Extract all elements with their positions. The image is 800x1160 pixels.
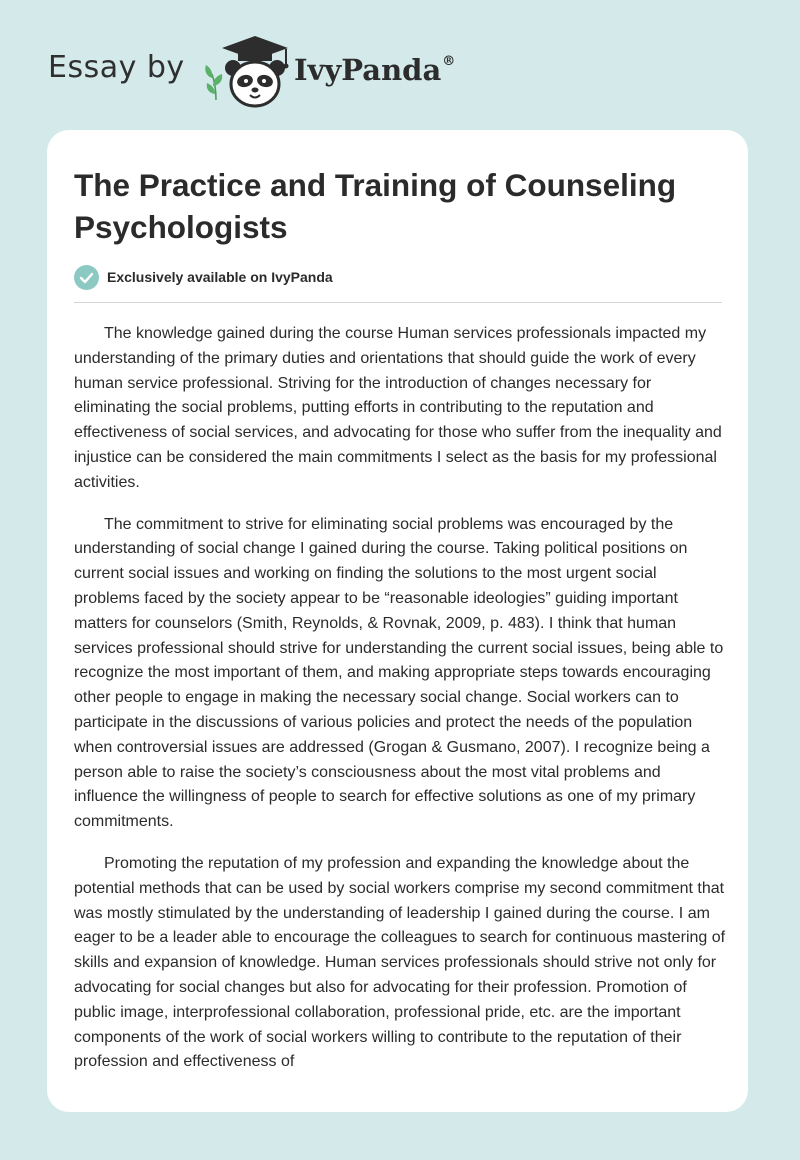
paragraph: The commitment to strive for eliminating social problems was encouraged by the understanding of social change I gained during the course. Taking political positions on current social issues and working on finding the solutions to the most urgent social problems faced by the society appear to be “reasonable ideologies” guiding important matters for counselors (Smith, Reynolds, & Rovnak, 2009, p. 483). I think that human services professional should strive for understanding the current social issues, being able to recognize the most important of them, and making appropriate steps towards encouraging other people to engage in making the necessary social change. Social workers can to participate in the discussions of various policies and protect the needs of the population when controversial issues are addressed (Grogan & Gusmano, 2007). I recognize being a person able to raise the society’s consciousness about the most vital problems and influence the willingness of people to search for effective solutions as one of my primary commitments. (74, 515, 724, 831)
essay-body (74, 322, 726, 1092)
availability-text: Exclusively available on IvyPanda (107, 269, 333, 285)
essay-by-label: Essay by (48, 50, 185, 85)
availability-badge (74, 264, 333, 290)
site-header (0, 0, 800, 130)
panda-logo-icon[interactable] (200, 30, 300, 110)
brand-text: IvyPanda (294, 53, 442, 87)
paragraph: Promoting the reputation of my profession and expanding the knowledge about the potential methods that can be used by social workers comprise my second commitment that was mostly stimulated by the understanding of leadership I gained during the course. I am eager to be a leader able to encourage the colleagues to search for continuous mastering of skills and expansion of knowledge. Human services professionals should strive not only for advocating for social changes but also for advocating for their profession. Promotion of public image, interprofessional collaboration, professional pride, etc. are the important components of the work of social workers willing to contribute to the reputation of their profession and effectiveness of (74, 854, 726, 1071)
paragraph: The knowledge gained during the course Human services professionals impacted my understanding of the primary duties and orientations that should guide the work of every human service professional. Striving for the introduction of changes necessary for eliminating the social problems, putting efforts in contributing to the reputation and effectiveness of social services, and advocating for those who suffer from the inequality and injustice can be considered the main commitments I select as the basis for my professional activities. (74, 325, 722, 491)
divider (74, 302, 722, 303)
brand-name[interactable] (294, 53, 455, 87)
leaf-icon (205, 65, 222, 100)
essay-title: The Practice and Training of Counseling Psychologists (74, 167, 677, 245)
registered-mark: ® (442, 54, 456, 70)
essay-card (47, 130, 748, 1112)
check-circle-icon (74, 265, 99, 290)
